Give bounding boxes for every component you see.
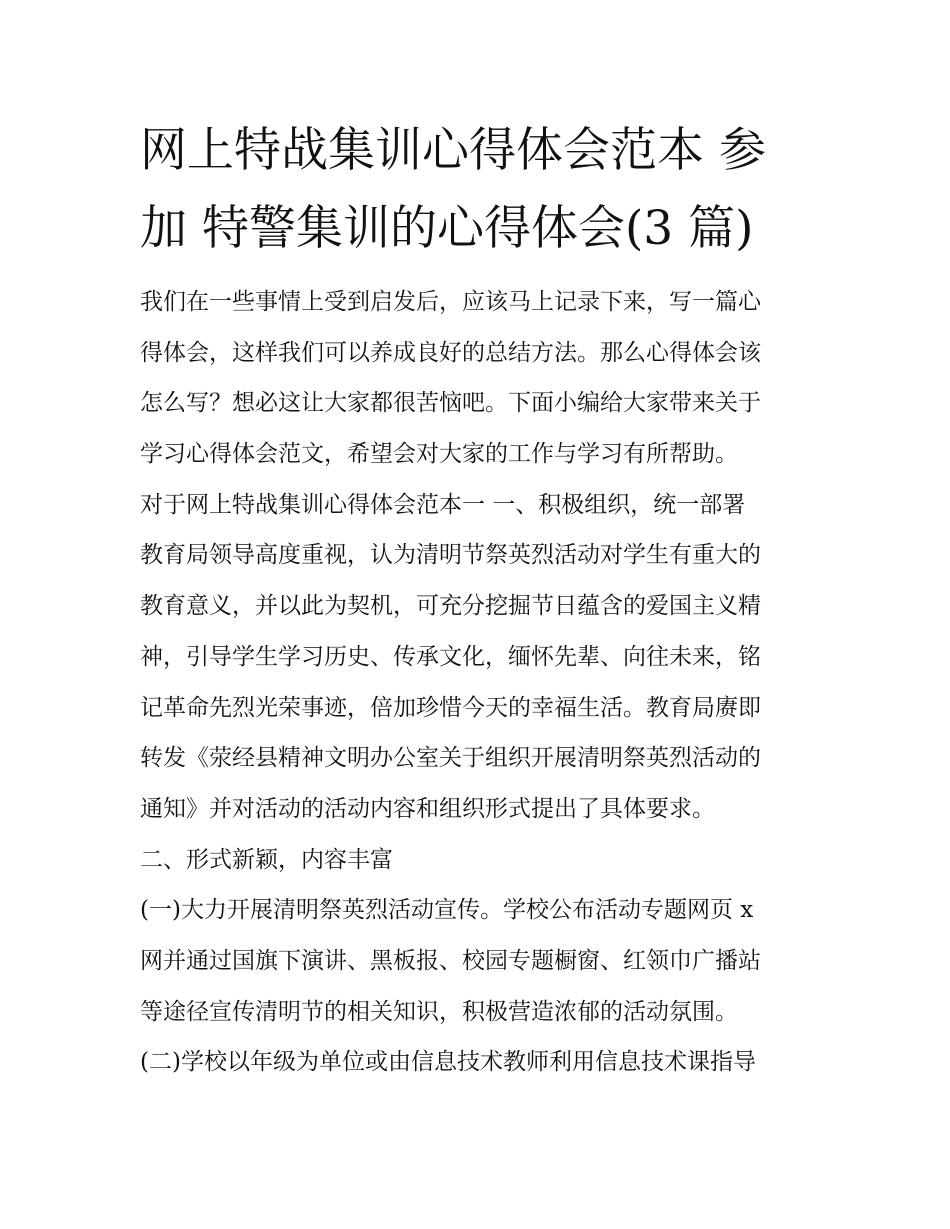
body-line: 神，引导学生学习历史、传承文化，缅怀先辈、向往未来，铭 <box>140 643 761 670</box>
document-body <box>140 284 830 1095</box>
body-line: (二)学校以年级为单位或由信息技术教师利用信息技术课指导 <box>140 1049 756 1076</box>
body-line: 得体会，这样我们可以养成良好的总结方法。那么心得体会该 <box>140 339 761 366</box>
body-line: 对于网上特战集训心得体会范本一 一、积极组织，统一部署 <box>140 491 746 518</box>
body-line: 等途径宣传清明节的相关知识，积极营造浓郁的活动氛围。 <box>140 998 738 1025</box>
title-line-1: 网上特战集训心得体会范本 参 <box>140 123 766 178</box>
body-line: 网并通过国旗下演讲、黑板报、校园专题橱窗、红领巾广播站 <box>140 947 761 974</box>
title-line-2: 加 特警集训的心得体会(3 篇) <box>140 201 754 256</box>
body-line: 通知》并对活动的活动内容和组织形式提出了具体要求。 <box>140 795 715 822</box>
body-line: 二、形式新颖，内容丰富 <box>140 846 393 873</box>
body-line: 教育局领导高度重视，认为清明节祭英烈活动对学生有重大的 <box>140 542 761 569</box>
body-line: (一)大力开展清明祭英烈活动宣传。学校公布活动专题网页 x <box>140 897 754 924</box>
body-line: 我们在一些事情上受到启发后，应该马上记录下来，写一篇心 <box>140 289 761 315</box>
body-line: 教育意义，并以此为契机，可充分挖掘节日蕴含的爱国主义精 <box>140 593 761 620</box>
document-title <box>140 112 820 268</box>
body-line: 学习心得体会范文，希望会对大家的工作与学习有所帮助。 <box>140 441 738 468</box>
body-line: 转发《荥经县精神文明办公室关于组织开展清明祭英烈活动的 <box>140 745 761 772</box>
body-line: 怎么写？想必这让大家都很苦恼吧。下面小编给大家带来关于 <box>140 390 761 417</box>
body-line: 记革命先烈光荣事迹，倍加珍惜今天的幸福生活。教育局赓即 <box>140 694 761 721</box>
